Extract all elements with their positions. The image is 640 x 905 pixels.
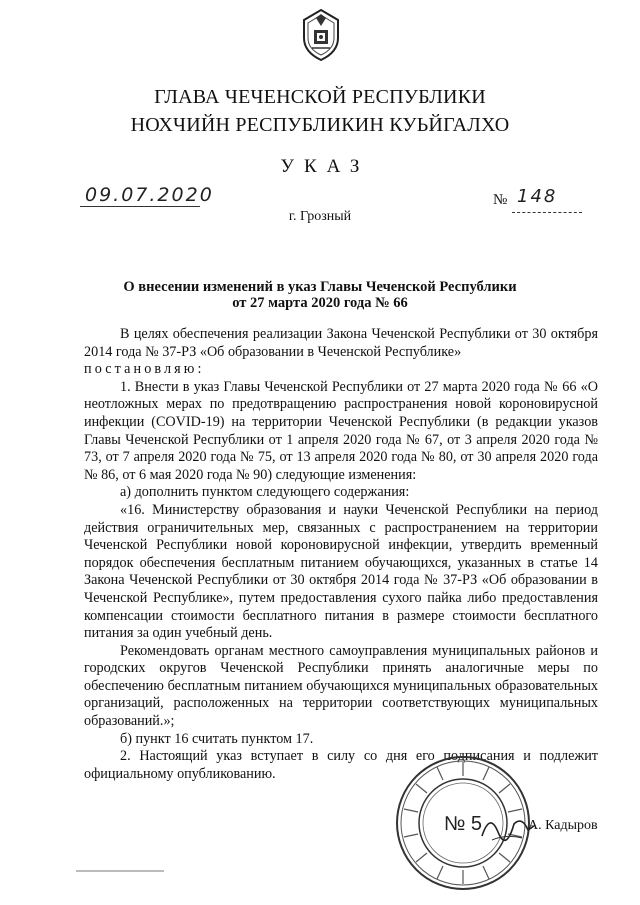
decree-title [60, 279, 580, 311]
number-sign: № [493, 192, 508, 208]
header-line-1: ГЛАВА ЧЕЧЕНСКОЙ РЕСПУБЛИКИ [154, 86, 486, 108]
recommendation-paragraph: Рекомендовать органам местного самоуправления муниципальных районов и городских округов Чеченской Республики принять аналогичные меры по обеспечению бесплатным питанием обучающихся муниципальных образовательных организаций, расположенных на территории соответствующих муниципальных образований.»; [84, 642, 598, 730]
decree-word: постановляю: [84, 361, 205, 378]
item-1-paragraph: 1. Внести в указ Главы Чеченской Республики от 27 марта 2020 года № 66 «О неотложных мерах по предотвращению распространения новой короновирусной инфекции (COVID-19) на территории Чеченской Республики (в редакции указов Главы Чеченской Республики от 1 апреля 2020 года № 67, от 3 апреля 2020 года № 73, от 7 апреля 2020 года № 75, от 13 апреля 2020 года № 80, от 30 апреля 2020 года № 86, от 6 мая 2020 года № 90) следующие изменения: [84, 378, 598, 483]
title-line-1: О внесении изменений в указ Главы Чеченской Республики [123, 279, 517, 295]
subitem-a-paragraph: а) дополнить пунктом следующего содержания: [120, 484, 410, 501]
item-2-paragraph: 2. Настоящий указ вступает в силу со дня его подписания и подлежит официальному опубликованию. [84, 748, 598, 782]
preamble-paragraph [84, 326, 598, 379]
subitem-b-paragraph: б) пункт 16 считать пунктом 17. [120, 730, 314, 747]
document-type: УКАЗ [280, 156, 370, 177]
date-underline [80, 206, 200, 207]
title-line-2: от 27 марта 2020 года № 66 [232, 295, 408, 311]
decree-date: 09.07.2020 [85, 184, 214, 206]
preamble-text: В целях обеспечения реализации Закона Чеченской Республики от 30 октября 2014 года № 37-РЗ «Об образовании в Чеченской Республике» [84, 326, 598, 360]
header-line-2: НОХЧИЙН РЕСПУБЛИКИН КУЬЙГАЛХО [130, 114, 510, 136]
item-16-paragraph: «16. Министерству образования и науки Чеченской Республики на период действия ограничительных мер, связанных с распространением на территории Чеченской Республики новой короновирусной инфекции, утвердить временный порядок обеспечения бесплатным питанием обучающихся, указанных в статье 14 Закона Чеченской Республики от 30 октября 2014 года № 37-РЗ «Об образовании в Чеченской Республике», путем предоставления сухого пайка либо предоставления компенсации стоимости бесплатного питания в размере стоимости бесплатного питания за один учебный день. [84, 501, 598, 642]
emblem-icon [300, 8, 342, 62]
signer-name: А. Кадыров [528, 818, 598, 833]
decree-body [84, 326, 598, 783]
city: г. Грозный [288, 209, 352, 224]
decree-number: 148 [517, 186, 558, 207]
seal-number: № 5 [443, 813, 483, 835]
footer-filepath-mark [76, 868, 166, 874]
